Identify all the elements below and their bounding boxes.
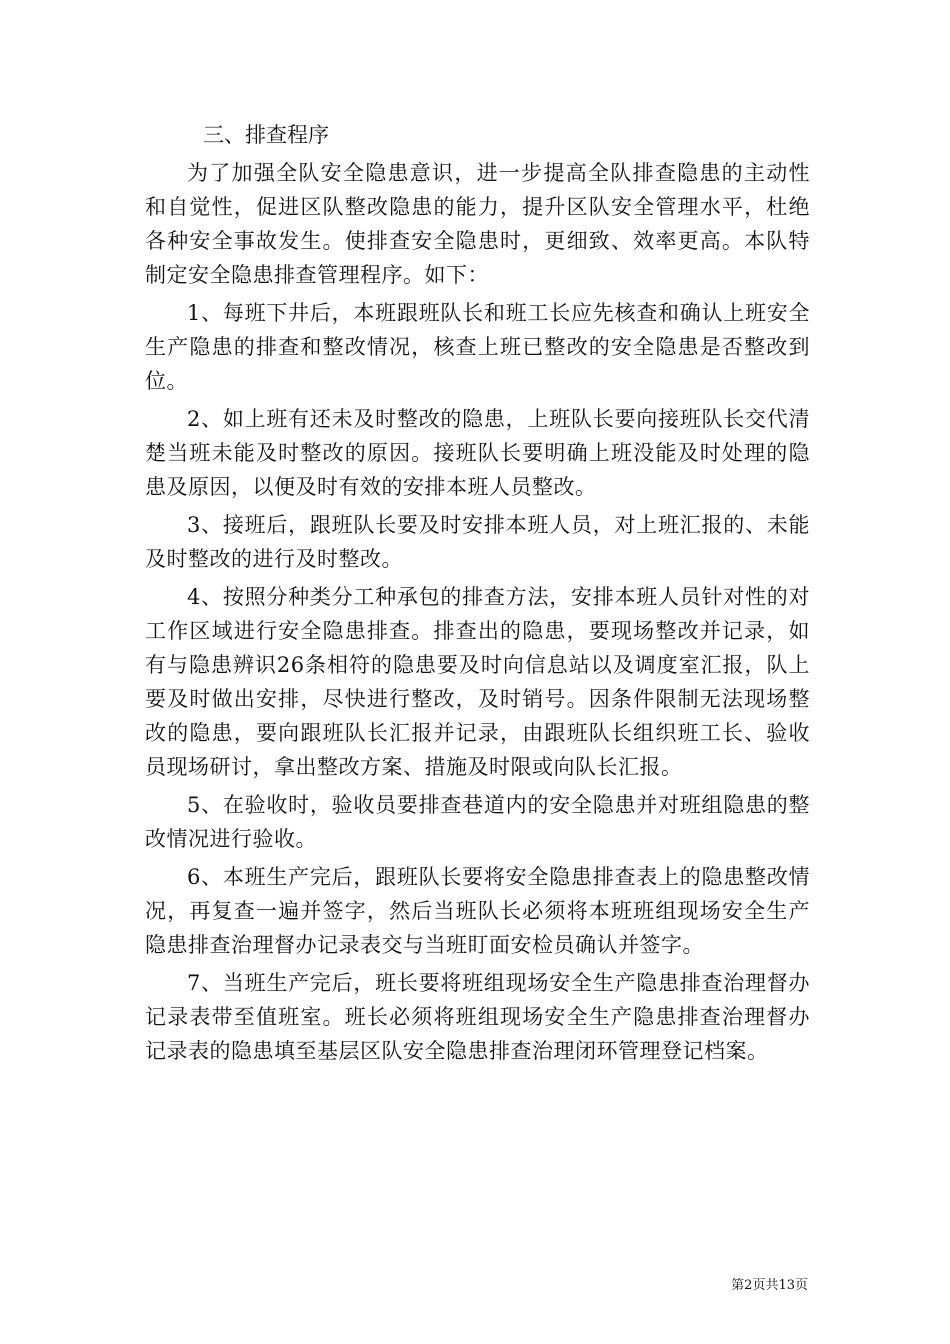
- step-7-paragraph: 7、当班生产完后，班长要将班组现场安全生产隐患排查治理督办记录表带至值班室。班长必须将班组现场安全生产隐患排查治理督办记录表的隐患填至基层区队安全隐患排查治理闭环管理登记档案。: [145, 971, 810, 1063]
- step-5-paragraph: 5、在验收时，验收员要排查巷道内的安全隐患并对班组隐患的整改情况进行验收。: [145, 793, 810, 851]
- step-4-paragraph: 4、按照分种类分工种承包的排查方法，安排本班人员针对性的对工作区域进行安全隐患排查。排查出的隐患，要现场整改并记录，如有与隐患辨识26条相符的隐患要及时向信息站以及调度室汇报，队上要及时做出安排，尽快进行整改，及时销号。因条件限制无法现场整改的隐患，要向跟班队长汇报并记录，由跟班队长组织班工长、验收员现场研讨，拿出整改方案、措施及时限或向队长汇报。: [145, 585, 810, 779]
- document-body: [145, 118, 810, 1068]
- step-1-paragraph: 1、每班下井后，本班跟班队长和班工长应先核查和确认上班安全生产隐患的排查和整改情况，核查上班已整改的安全隐患是否整改到位。: [145, 301, 810, 393]
- page-number-footer: 第2页共13页: [731, 1278, 808, 1293]
- step-2-paragraph: 2、如上班有还未及时整改的隐患，上班队长要向接班队长交代清楚当班未能及时整改的原因。接班队长要明确上班没能及时处理的隐患及原因，以便及时有效的安排本班人员整改。: [145, 407, 810, 499]
- intro-paragraph: 为了加强全队安全隐患意识，进一步提高全队排查隐患的主动性和自觉性，促进区队整改隐患的能力，提升区队安全管理水平，杜绝各种安全事故发生。使排查安全隐患时，更细致、效率更高。本队特制定安全隐患排查管理程序。如下：: [145, 161, 810, 287]
- step-6-paragraph: 6、本班生产完后，跟班队长要将安全隐患排查表上的隐患整改情况，再复查一遍并签字，然后当班队长必须将本班班组现场安全生产隐患排查治理督办记录表交与当班盯面安检员确认并签字。: [145, 865, 810, 957]
- step-3-paragraph: 3、接班后，跟班队长要及时安排本班人员，对上班汇报的、未能及时整改的进行及时整改。: [145, 513, 810, 571]
- section-heading: 三、排查程序: [203, 123, 329, 147]
